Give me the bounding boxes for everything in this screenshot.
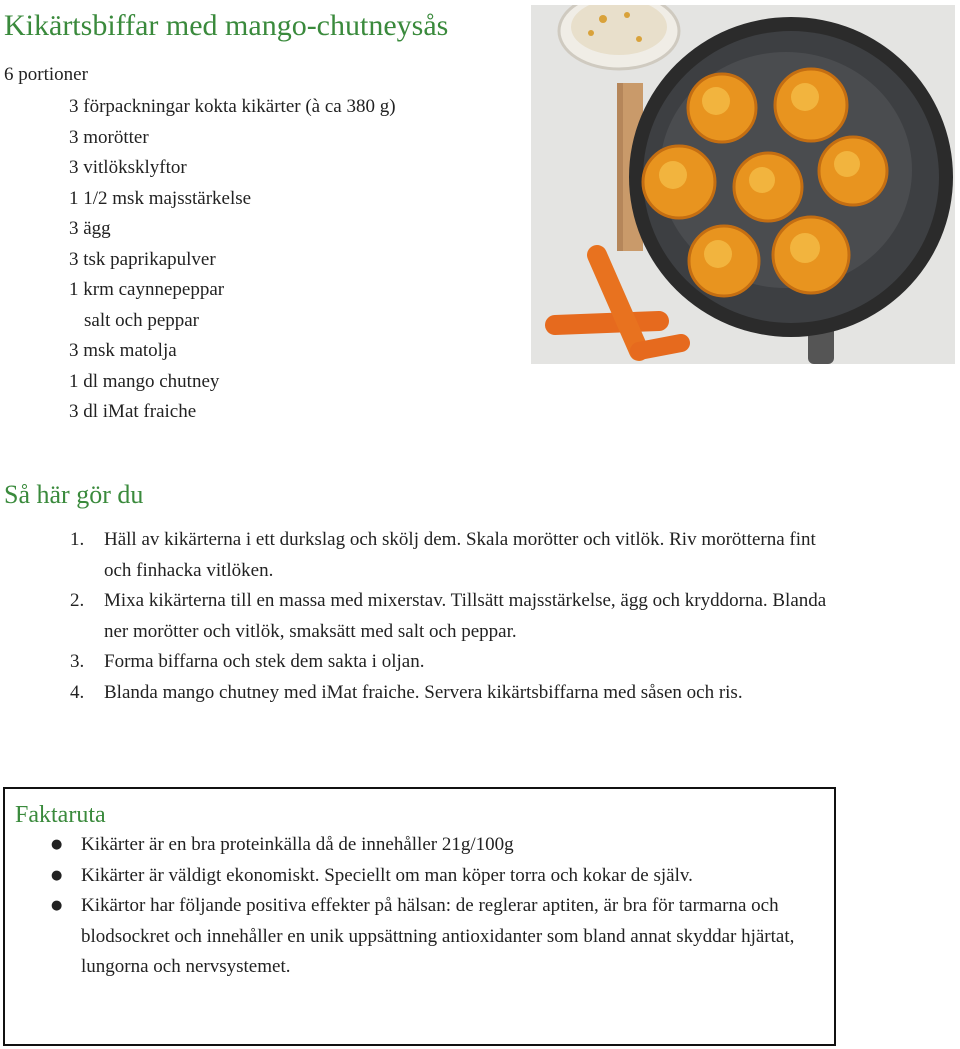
ingredient-item: 3 morötter: [69, 126, 149, 148]
portions-label: 6 portioner: [4, 64, 88, 85]
fact-box: [3, 787, 836, 1046]
ingredient-item: 1 dl mango chutney: [69, 370, 220, 392]
instruction-step: [70, 525, 840, 586]
fact-item: [51, 891, 811, 983]
bullet-icon: ●: [51, 898, 63, 913]
instruction-list: [70, 525, 840, 708]
step-number: 2.: [70, 590, 85, 611]
factbox-heading: Faktaruta: [15, 802, 106, 828]
ingredient-item: 1 krm caynnepeppar: [69, 279, 225, 300]
bullet-icon: ●: [51, 837, 63, 852]
ingredient-item: 3 vitlöksklyftor: [69, 157, 187, 178]
ingredient-item: 3 dl iMat fraiche: [69, 401, 197, 422]
step-text: Mixa kikärterna till en massa med mixerstav. Tillsätt majsstärkelse, ägg och kryddorna. Blanda ner morötter och vitlök, smaksätt med salt och peppar.: [104, 590, 827, 642]
bullet-icon: ●: [51, 867, 63, 883]
step-number: 4.: [70, 681, 85, 703]
step-text: Forma biffarna och stek dem sakta i oljan.: [104, 651, 425, 672]
ingredient-item: 3 msk matolja: [69, 340, 177, 361]
fact-text: Kikärtor har följande positiva effekter på hälsan: de reglerar aptiten, är bra för tarmarna och blodsockret och innehåller en unik uppsättning antioxidanter som bland annat skyddar hjärtat, lungorna och nervsystemet.: [81, 895, 795, 977]
recipe-title: Kikärtsbiffar med mango-chutneysås: [4, 9, 449, 42]
step-text: Häll av kikärterna i ett durkslag och skölj dem. Skala morötter och vitlök. Riv morötterna fint och finhacka vitlöken.: [104, 529, 816, 581]
step-text: Blanda mango chutney med iMat fraiche. Servera kikärtsbiffarna med såsen och ris.: [104, 681, 743, 703]
ingredient-item: 3 förpackningar kokta kikärter (à ca 380 g): [69, 96, 396, 117]
instructions-heading: Så här gör du: [4, 480, 144, 509]
step-number: 3.: [70, 651, 85, 672]
ingredient-item: 3 tsk paprikapulver: [69, 248, 216, 270]
ingredient-list: [69, 92, 396, 428]
fact-item: [51, 830, 811, 861]
instruction-step: [70, 586, 840, 647]
recipe-photo: [531, 5, 955, 364]
fact-text: Kikärter är väldigt ekonomiskt. Speciellt om man köper torra och kokar de själv.: [81, 864, 693, 886]
fact-list: [51, 830, 811, 983]
ingredient-item: salt och peppar: [84, 309, 200, 331]
fact-text: Kikärter är en bra proteinkälla då de innehåller 21g/100g: [81, 834, 514, 855]
fact-item: [51, 861, 811, 892]
ingredient-item: 3 ägg: [69, 218, 111, 239]
instruction-step: [70, 647, 840, 678]
ingredient-item: 1 1/2 msk majsstärkelse: [69, 187, 252, 209]
step-number: 1.: [70, 529, 85, 550]
instruction-step: [70, 678, 840, 709]
